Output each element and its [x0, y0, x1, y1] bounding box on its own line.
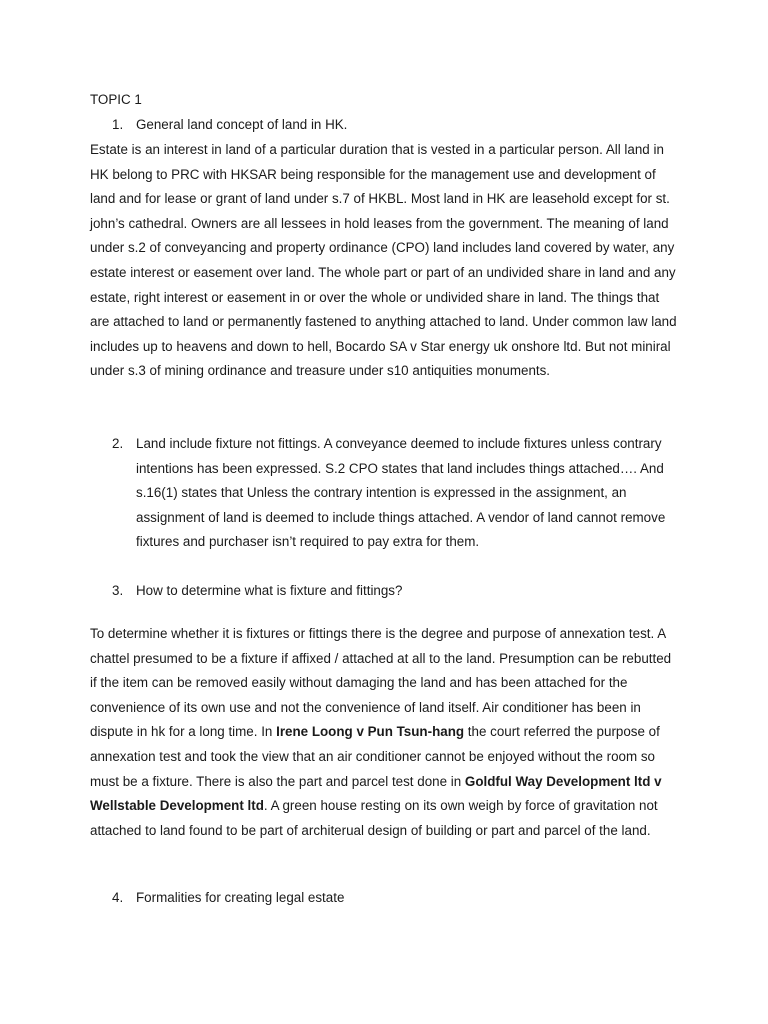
- list-item-2: [112, 432, 680, 555]
- list-number: 1.: [112, 117, 124, 132]
- topic-heading: TOPIC 1: [90, 92, 142, 107]
- list-item-1: [112, 113, 680, 138]
- paragraph-text: . A green house resting on its own weigh by force of gravitation not attached to land found to be part of architerual design of building or part and parcel of the land.: [90, 798, 658, 838]
- case-name: Goldful Way Development ltd v Wellstable Development ltd: [90, 773, 662, 814]
- case-name: Irene Loong v Pun Tsun-hang: [276, 724, 465, 740]
- list-number: 3.: [112, 583, 124, 598]
- list-item-text: Land include fixture not fittings. A conveyance deemed to include fixtures unless contrary intentions has been expressed. S.2 CPO states that land includes things attached…. And s.16(1) states that Unless the contrary intention is expressed in the assignment, an assignment of land is deemed to include things attached. A vendor of land cannot remove fixtures and purchaser isn’t required to pay extra for them.: [136, 436, 666, 550]
- paragraph-text: To determine whether it is fixtures or fittings there is the degree and purpose of annexation test. A chattel presumed to be a fixture if affixed / attached at all to the land. Presumption can be rebutted if the item can be removed easily without damaging the land and has been attached for the convenience of its own use and not the convenience of land itself. Air conditioner has been in dispute in hk for a long time. In: [90, 626, 672, 740]
- list-item-3: [112, 579, 680, 604]
- paragraph-text: the court referred the purpose of annexation test and took the view that an air conditioner cannot be enjoyed without the room so must be a fixture. There is also the part and parcel test done in: [90, 724, 660, 789]
- list-item-4: [112, 886, 680, 911]
- list-item-text: General land concept of land in HK.: [136, 117, 348, 132]
- list-number: 4.: [112, 890, 124, 905]
- list-item-text: How to determine what is fixture and fittings?: [136, 583, 403, 598]
- list-item-text: Formalities for creating legal estate: [136, 890, 345, 905]
- paragraph-land-concept: Estate is an interest in land of a particular duration that is vested in a particular person. All land in HK belong to PRC with HKSAR being responsible for the management use and development of land and for lease or grant of land under s.7 of HKBL. Most land in HK are leasehold except for st. john’s cathedral. Owners are all lessees in hold leases from the government. The meaning of land under s.2 of conveyancing and property ordinance (CPO) land includes land covered by water, any estate interest or easement over land. The whole part or part of an undivided share in land and any estate, right interest or easement in or over the whole or undivided share in land. The things that are attached to land or permanently fastened to anything attached to land. Under common law land includes up to heavens and down to hell, Bocardo SA v Star energy uk onshore ltd. But not miniral under s.3 of mining ordinance and treasure under s10 antiquities monuments.: [90, 142, 677, 379]
- list-number: 2.: [112, 436, 124, 451]
- paragraph-fixtures-test: [90, 622, 680, 843]
